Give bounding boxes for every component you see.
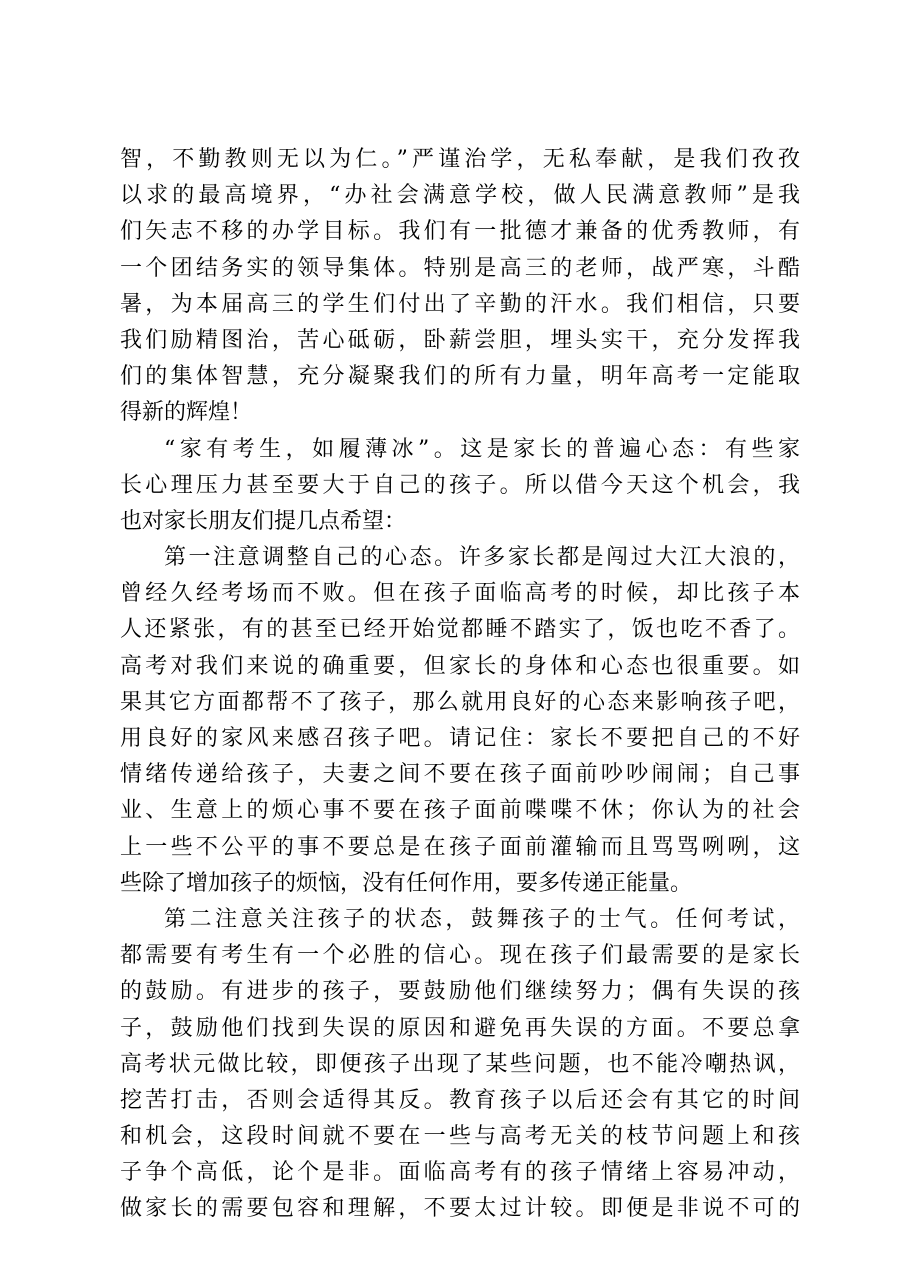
text-line: 业、生意上的烦心事不要在孩子面前喋喋不休；你认为的社会 bbox=[120, 798, 800, 824]
text-line: 我们励精图治，苦心砥砺，卧薪尝胆，埋头实干，充分发挥我 bbox=[120, 327, 800, 353]
text-line: 果其它方面都帮不了孩子，那么就用良好的心态来影响孩子吧， bbox=[120, 689, 800, 715]
text-line: 高考状元做比较，即便孩子出现了某些问题，也不能冷嘲热讽， bbox=[120, 1051, 800, 1077]
text-line: 曾经久经考场而不败。但在孩子面临高考的时候，却比孩子本 bbox=[120, 581, 800, 607]
text-line: 子争个高低，论个是非。面临高考有的孩子情绪上容易冲动， bbox=[120, 1160, 800, 1186]
text-line: 智，不勤教则无以为仁。”严谨治学，无私奉献，是我们孜孜 bbox=[120, 147, 800, 172]
text-line: 情绪传递给孩子，夫妻之间不要在孩子面前吵吵闹闹；自己事 bbox=[120, 762, 800, 788]
text-line: 都需要有考生有一个必胜的信心。现在孩子们最需要的是家长 bbox=[120, 943, 800, 969]
text-line: 们矢志不移的办学目标。我们有一批德才兼备的优秀教师，有 bbox=[120, 219, 800, 245]
paragraph-1 bbox=[120, 142, 800, 432]
text-line: 做家长的需要包容和理解，不要太过计较。即便是非说不可的 bbox=[120, 1196, 800, 1222]
text-line: 也对家长朋友们提几点希望： bbox=[120, 508, 407, 534]
text-line: 得新的辉煌！ bbox=[120, 400, 253, 426]
text-line: 和机会，这段时间就不要在一些与高考无关的枝节问题上和孩 bbox=[120, 1124, 800, 1150]
document-body bbox=[120, 142, 800, 1228]
text-line: 第一注意调整自己的心态。许多家长都是闯过大江大浪的， bbox=[164, 545, 800, 571]
text-line: 暑，为本届高三的学生们付出了辛勤的汗水。我们相信，只要 bbox=[120, 291, 800, 317]
text-line: 上一些不公平的事不要总是在孩子面前灌输而且骂骂咧咧，这 bbox=[120, 834, 800, 860]
text-line: 以求的最高境界，“办社会满意学校，做人民满意教师”是我 bbox=[120, 183, 800, 209]
text-line: 用良好的家风来感召孩子吧。请记住：家长不要把自己的不好 bbox=[120, 726, 800, 751]
text-line: 高考对我们来说的确重要，但家长的身体和心态也很重要。如 bbox=[120, 653, 800, 679]
text-line: 们的集体智慧，充分凝聚我们的所有力量，明年高考一定能取 bbox=[120, 364, 800, 390]
text-line: 长心理压力甚至要大于自己的孩子。所以借今天这个机会，我 bbox=[120, 472, 800, 498]
paragraph-4 bbox=[120, 902, 800, 1228]
text-line: 挖苦打击，否则会适得其反。教育孩子以后还会有其它的时间 bbox=[120, 1087, 800, 1113]
paragraph-3 bbox=[120, 540, 800, 902]
text-line: “家有考生，如履薄冰”。这是家长的普遍心态：有些家 bbox=[164, 436, 800, 462]
text-line: 子，鼓励他们找到失误的原因和避免再失误的方面。不要总拿 bbox=[120, 1015, 800, 1041]
text-line: 人还紧张，有的甚至已经开始觉都睡不踏实了，饭也吃不香了。 bbox=[120, 617, 800, 643]
text-line: 的鼓励。有进步的孩子，要鼓励他们继续努力；偶有失误的孩 bbox=[120, 979, 800, 1005]
text-line: 第二注意关注孩子的状态，鼓舞孩子的士气。任何考试， bbox=[164, 906, 800, 932]
text-line: 一个团结务实的领导集体。特别是高三的老师，战严寒，斗酷 bbox=[120, 255, 800, 281]
text-line: 些除了增加孩子的烦恼，没有任何作用，要多传递正能量。 bbox=[120, 870, 693, 896]
paragraph-2 bbox=[120, 432, 800, 541]
